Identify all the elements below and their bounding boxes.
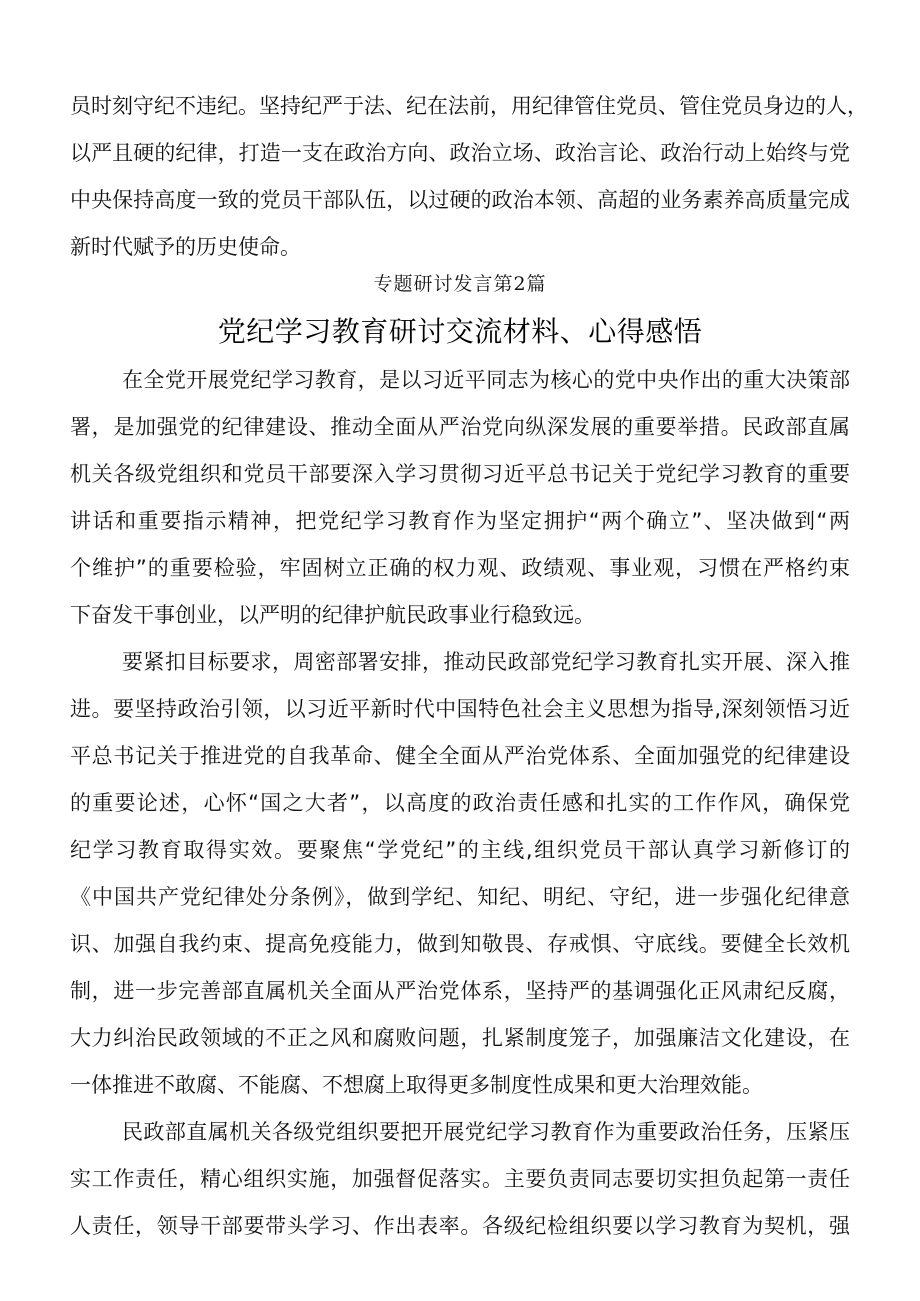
text-line: 制，进一步完善部直属机关全面从严治党体系，坚持严的基调强化正风肃纪反腐， — [70, 979, 850, 1003]
text-line: 大力纠治民政领域的不正之风和腐败问题，扎紧制度笼子，加强廉洁文化建设，在 — [70, 1026, 850, 1050]
text-line: 在全党开展党纪学习教育，是以习近平同志为核心的党中央作出的重大决策部 — [122, 368, 850, 392]
text-line: 机关各级党组织和党员干部要深入学习贯彻习近平总书记关于党纪学习教育的重要 — [70, 462, 850, 486]
text-line: 民政部直属机关各级党组织要把开展党纪学习教育作为重要政治任务，压紧压 — [122, 1120, 850, 1144]
text-line: 要紧扣目标要求，周密部署安排，推动民政部党纪学习教育扎实开展、深入推 — [122, 650, 850, 674]
text-line: 新时代赋予的历史使命。 — [70, 235, 301, 259]
text-line: 一体推进不敢腐、不能腐、不想腐上取得更多制度性成果和更大治理效能。 — [70, 1073, 763, 1097]
text-line: 平总书记关于推进党的自我革命、健全全面从严治党体系、全面加强党的纪律建设 — [70, 744, 850, 768]
text-line: 以严且硬的纪律，打造一支在政治方向、政治立场、政治言论、政治行动上始终与党 — [70, 141, 850, 165]
document-title: 党纪学习教育研讨交流材料、心得感悟 — [217, 315, 703, 348]
section-subtitle: 专题研讨发言第2篇 — [373, 273, 547, 295]
text-line: 识、加强自我约束、提高免疫能力，做到知敬畏、存戒惧、守底线。要健全长效机 — [70, 932, 850, 956]
text-line: 的重要论述，心怀“国之大者”，以高度的政治责任感和扎实的工作作风，确保党 — [70, 791, 850, 815]
text-line: 署，是加强党的纪律建设、推动全面从严治党向纵深发展的重要举措。民政部直属 — [70, 415, 850, 439]
text-line: 纪学习教育取得实效。要聚焦“学党纪”的主线,组织党员干部认真学习新修订的 — [70, 838, 850, 862]
text-line: 实工作责任，精心组织实施，加强督促落实。主要负责同志要切实担负起第一责任 — [70, 1167, 850, 1191]
text-line: 讲话和重要指示精神，把党纪学习教育作为坚定拥护“两个确立”、坚决做到“两 — [70, 509, 850, 533]
text-line: 中央保持高度一致的党员干部队伍，以过硬的政治本领、高超的业务素养高质量完成 — [70, 188, 850, 212]
text-line: 《中国共产党纪律处分条例》，做到学纪、知纪、明纪、守纪，进一步强化纪律意 — [70, 885, 850, 909]
text-line: 下奋发干事创业，以严明的纪律护航民政事业行稳致远。 — [70, 603, 595, 627]
text-line: 人责任，领导干部要带头学习、作出表率。各级纪检组织要以学习教育为契机，强 — [70, 1214, 850, 1238]
text-line: 进。要坚持政治引领，以习近平新时代中国特色社会主义思想为指导,深刻领悟习近 — [70, 697, 850, 721]
text-line: 个维护”的重要检验，牢固树立正确的权力观、政绩观、事业观，习惯在严格约束 — [70, 556, 850, 580]
text-line: 员时刻守纪不违纪。坚持纪严于法、纪在法前，用纪律管住党员、管住党员身边的人， — [70, 94, 868, 118]
